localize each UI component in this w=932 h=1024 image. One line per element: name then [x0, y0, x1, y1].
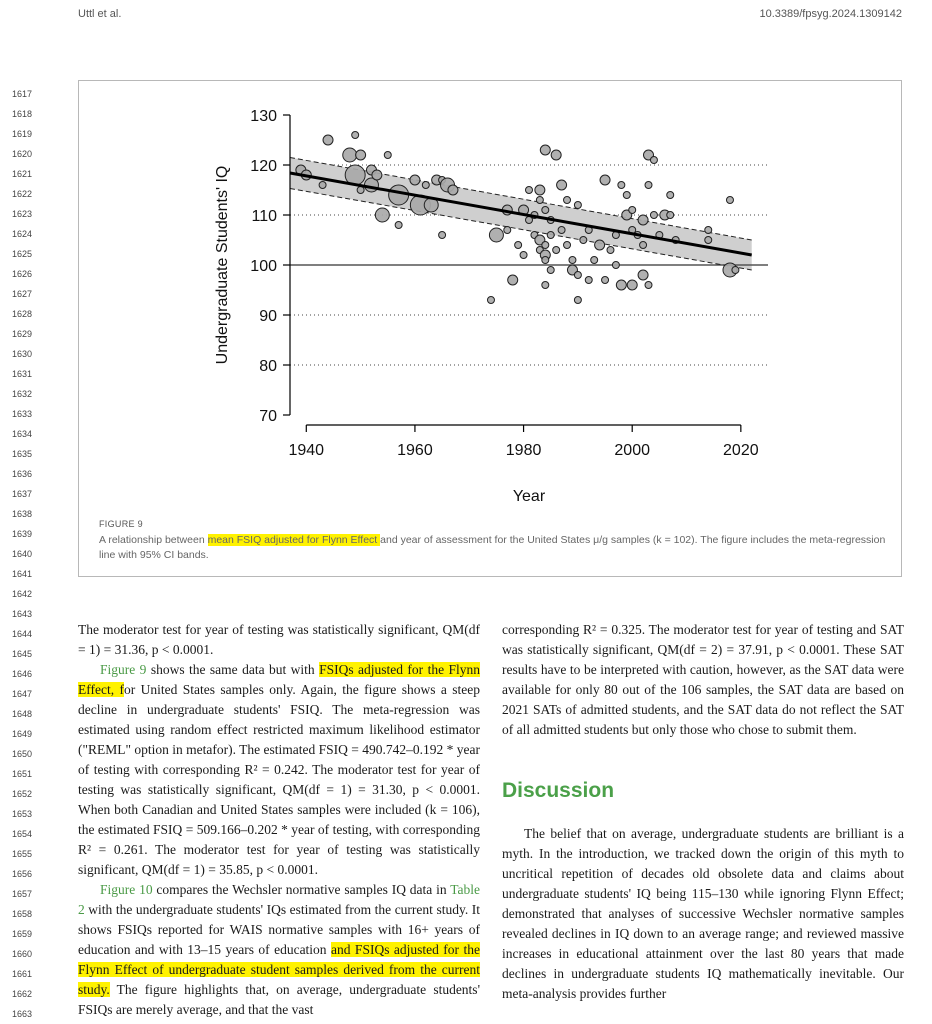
right-text-column: [502, 620, 904, 1004]
data-point: [357, 187, 364, 194]
text-highlight: FSIQs adjusted for the Flynn Effect, f: [78, 662, 480, 697]
line-number: 1652: [11, 789, 32, 799]
figure-9-link[interactable]: Figure 9: [100, 662, 147, 677]
data-point: [557, 180, 567, 190]
text-run: with the undergraduate students' IQs estimated from the current study. It shows FSIQs reported for WAIS normative samples with 16+ years of education and with 13–15 years of education: [78, 902, 480, 957]
line-number: 1642: [11, 589, 32, 599]
data-point: [705, 227, 712, 234]
line-number: 1646: [11, 669, 32, 679]
data-point: [705, 237, 712, 244]
paragraph: [78, 880, 480, 1020]
line-number: 1624: [11, 229, 32, 239]
y-tick-label: 70: [259, 408, 277, 425]
data-point: [616, 280, 626, 290]
text-highlight: and FSIQs adjusted for the Flynn Effect of undergraduate student samples derived from the current study.: [78, 942, 480, 997]
left-text-column: [78, 620, 480, 1020]
line-number: 1662: [11, 989, 32, 999]
figure-label: FIGURE 9: [99, 519, 143, 529]
data-point: [667, 212, 674, 219]
caption-text-start: A relationship between: [99, 534, 208, 546]
data-point: [564, 242, 571, 249]
line-number: 1621: [11, 169, 32, 179]
caption-highlight: mean FSIQ adjusted for Flynn Effect: [207, 534, 381, 546]
y-tick-label: 80: [259, 358, 277, 375]
data-point: [558, 227, 565, 234]
text-run: shows the same data but with: [146, 662, 320, 677]
data-point: [629, 207, 636, 214]
data-point: [627, 280, 637, 290]
line-number: 1618: [11, 109, 32, 119]
data-point: [638, 270, 648, 280]
line-number: 1649: [11, 729, 32, 739]
paragraph: corresponding R² = 0.325. The moderator test for year of testing and SAT was statistically significant, QM(df = 2) = 37.91, p < 0.0001. These SAT results have to be interpreted with caution, however, as the SAT data were available for only 80 out of the 106 samples, the SAT data are based on 2021 SATs of admitted students, and the SAT data do not reflect the SAT of all admitted students but only those who chose to submit them.: [502, 622, 904, 737]
y-tick-label: 110: [251, 208, 277, 225]
data-point: [410, 175, 420, 185]
data-point: [439, 232, 446, 239]
line-number: 1617: [11, 89, 32, 99]
x-tick-label: 2000: [614, 442, 651, 459]
data-point: [540, 145, 550, 155]
data-point: [623, 192, 630, 199]
line-number: 1630: [11, 349, 32, 359]
data-point: [323, 135, 333, 145]
line-number: 1622: [11, 189, 32, 199]
data-point: [726, 197, 733, 204]
data-point: [547, 267, 554, 274]
data-point: [542, 242, 549, 249]
figure-9: [78, 80, 902, 577]
line-number: 1660: [11, 949, 32, 959]
data-point: [504, 227, 511, 234]
data-point: [638, 215, 648, 225]
data-point: [542, 257, 549, 264]
data-point: [595, 240, 605, 250]
y-tick-label: 130: [250, 108, 277, 125]
text-run: The figure highlights that, on average, undergraduate students' FSIQs are merely average, and that the vast: [78, 982, 480, 1017]
line-number: 1632: [11, 389, 32, 399]
data-point: [591, 257, 598, 264]
line-number: 1633: [11, 409, 32, 419]
x-tick-label: 2020: [723, 442, 759, 459]
data-point: [542, 207, 549, 214]
text-run: compares the Wechsler normative samples IQ data in: [152, 882, 451, 897]
line-number: 1650: [11, 749, 32, 759]
line-number: 1644: [11, 629, 32, 639]
data-point: [526, 187, 533, 194]
line-number: 1647: [11, 689, 32, 699]
data-point: [352, 132, 359, 139]
line-number: 1623: [11, 209, 32, 219]
y-tick-label: 100: [250, 258, 277, 275]
data-point: [384, 152, 391, 159]
line-number: 1625: [11, 249, 32, 259]
data-point: [564, 197, 571, 204]
line-number: 1641: [11, 569, 32, 579]
discussion-heading: Discussion: [502, 779, 615, 802]
data-point: [551, 150, 561, 160]
data-point: [395, 222, 402, 229]
data-point: [553, 247, 560, 254]
running-header-authors: Uttl et al.: [78, 8, 122, 20]
data-point: [612, 262, 619, 269]
line-number: 1637: [11, 489, 32, 499]
line-numbers: [0, 84, 32, 1024]
x-tick-label: 1940: [288, 442, 325, 459]
data-point: [569, 257, 576, 264]
line-number: 1620: [11, 149, 32, 159]
text-run: or United States samples only. Again, the figure shows a steep decline in undergraduate students' FSIQ. The meta-regression was estimated using random effect restricted maximum likelihood estimator ("REML" option in metafor). The estimated FSIQ = 490.742–0.192 * year of testing with corresponding R² = 0.242. The moderator test for year of testing was statistically significant, QM(df = 1) = 31.30, p < 0.0001. When both Canadian and United States samples were included (k = 106), the estimated FSIQ = 509.166–0.202 * year of testing, with corresponding R² = 0.261. The moderator test for year of testing was statistically significant, QM(df = 1) = 35.85, p < 0.0001.: [78, 682, 480, 877]
data-point: [343, 148, 357, 162]
data-point: [650, 212, 657, 219]
data-point: [372, 170, 382, 180]
x-axis-label: Year: [512, 488, 546, 505]
line-number: 1648: [11, 709, 32, 719]
data-point: [645, 182, 652, 189]
data-point: [542, 282, 549, 289]
data-point: [645, 282, 652, 289]
line-number: 1654: [11, 829, 32, 839]
data-point: [520, 252, 527, 259]
data-point: [422, 182, 429, 189]
x-tick-label: 1980: [505, 442, 542, 459]
line-number: 1619: [11, 129, 32, 139]
data-point: [489, 228, 503, 242]
line-number: 1658: [11, 909, 32, 919]
data-point: [448, 185, 458, 195]
data-point: [732, 267, 739, 274]
line-number: 1643: [11, 609, 32, 619]
line-number: 1653: [11, 809, 32, 819]
line-number: 1661: [11, 969, 32, 979]
line-number: 1657: [11, 889, 32, 899]
line-number: 1659: [11, 929, 32, 939]
running-header-doi[interactable]: 10.3389/fpsyg.2024.1309142: [759, 8, 902, 20]
data-point: [536, 197, 543, 204]
line-number: 1656: [11, 869, 32, 879]
data-point: [574, 202, 581, 209]
y-tick-label: 120: [250, 158, 277, 175]
data-point: [640, 242, 647, 249]
figure-caption: [99, 517, 889, 563]
data-point: [574, 272, 581, 279]
line-number: 1645: [11, 649, 32, 659]
data-point: [667, 192, 674, 199]
table-2-link[interactable]: Table 2: [78, 882, 481, 917]
line-number: 1651: [11, 769, 32, 779]
line-number: 1631: [11, 369, 32, 379]
scatter-chart: [79, 81, 901, 511]
paragraph: The moderator test for year of testing was statistically significant, QM(df = 1) = 31.36, p < 0.0001.: [78, 622, 480, 657]
line-number: 1655: [11, 849, 32, 859]
data-point: [487, 297, 494, 304]
line-number: 1636: [11, 469, 32, 479]
data-point: [650, 157, 657, 164]
data-point: [602, 277, 609, 284]
data-point: [515, 242, 522, 249]
data-point: [580, 237, 587, 244]
figure-10-link[interactable]: Figure 10: [100, 882, 153, 897]
line-number: 1638: [11, 509, 32, 519]
data-point: [508, 275, 518, 285]
paragraph: [78, 660, 480, 880]
data-point: [607, 247, 614, 254]
paragraph: The belief that on average, undergraduate students are brilliant is a myth. In the introduction, we tracked down the origin of this myth to uncritical repetition of decades old obsolete data and claims about undergraduate students' IQ being 115–130 while ignoring Flynn Effect; demonstrated that analyses of successive Wechsler normative samples revealed declines in IQ down to an average range; and reviewed massive increases in educational attainment over the last 80 years that made declines in undergraduate students IQ mathematically inevitable. Our meta-analysis provides further: [502, 826, 904, 1001]
data-point: [547, 232, 554, 239]
line-number: 1627: [11, 289, 32, 299]
data-point: [319, 182, 326, 189]
data-point: [574, 297, 581, 304]
data-point: [375, 208, 389, 222]
line-number: 1639: [11, 529, 32, 539]
data-point: [585, 277, 592, 284]
line-number: 1626: [11, 269, 32, 279]
data-point: [618, 182, 625, 189]
y-axis-label: Undergraduate Students' IQ: [214, 165, 231, 365]
data-point: [535, 185, 545, 195]
line-number: 1628: [11, 309, 32, 319]
x-tick-label: 1960: [397, 442, 433, 459]
line-number: 1663: [11, 1009, 32, 1019]
y-tick-label: 90: [259, 308, 277, 325]
line-number: 1629: [11, 329, 32, 339]
data-point: [600, 175, 610, 185]
data-point: [356, 150, 366, 160]
line-number: 1640: [11, 549, 32, 559]
line-number: 1635: [11, 449, 32, 459]
caption-text-end: and year of assessment for the United States μ/g samples (k = 102). The figure includes the meta-regression line with 95% CI bands.: [99, 534, 886, 561]
line-number: 1634: [11, 429, 32, 439]
